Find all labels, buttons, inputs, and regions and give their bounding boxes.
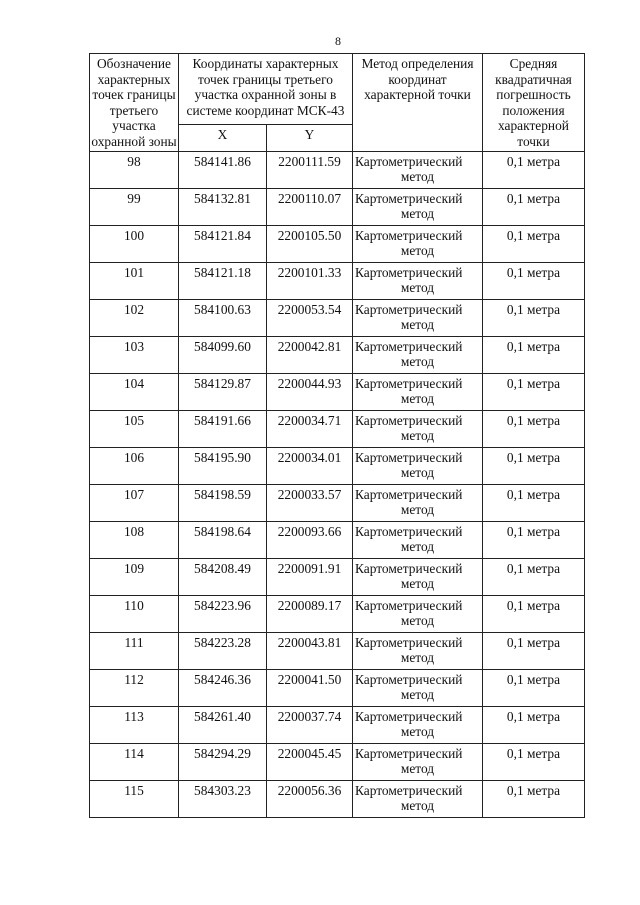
error-cell: 0,1 метра xyxy=(483,337,585,374)
error-cell: 0,1 метра xyxy=(483,707,585,744)
x-cell: 584261.40 xyxy=(179,707,267,744)
point-cell: 100 xyxy=(90,226,179,263)
method-cell xyxy=(353,152,483,189)
coordinates-table xyxy=(89,53,585,818)
y-cell: 2200042.81 xyxy=(267,337,353,374)
method-cell xyxy=(353,707,483,744)
method-text-line-2: метод xyxy=(400,687,435,702)
point-cell: 99 xyxy=(90,189,179,226)
method-cell xyxy=(353,485,483,522)
method-text-line-1: Картометрический xyxy=(355,265,463,280)
method-cell xyxy=(353,374,483,411)
y-cell: 2200041.50 xyxy=(267,670,353,707)
x-cell: 584198.64 xyxy=(179,522,267,559)
x-cell: 584121.18 xyxy=(179,263,267,300)
method-text-line-2: метод xyxy=(400,465,435,480)
y-cell: 2200089.17 xyxy=(267,596,353,633)
method-cell xyxy=(353,670,483,707)
error-cell: 0,1 метра xyxy=(483,226,585,263)
method-text-line-1: Картометрический xyxy=(355,561,463,576)
y-cell: 2200056.36 xyxy=(267,781,353,818)
method-text-line-1: Картометрический xyxy=(355,228,463,243)
point-cell: 108 xyxy=(90,522,179,559)
x-cell: 584141.86 xyxy=(179,152,267,189)
table-row xyxy=(90,152,585,189)
method-text-line-2: метод xyxy=(400,539,435,554)
table-row xyxy=(90,300,585,337)
error-cell: 0,1 метра xyxy=(483,522,585,559)
error-cell: 0,1 метра xyxy=(483,744,585,781)
method-text-line-2: метод xyxy=(400,206,435,221)
table-row xyxy=(90,559,585,596)
table-body xyxy=(90,152,585,818)
method-cell xyxy=(353,300,483,337)
point-cell: 112 xyxy=(90,670,179,707)
table-row xyxy=(90,522,585,559)
error-cell: 0,1 метра xyxy=(483,374,585,411)
table-row xyxy=(90,485,585,522)
point-cell: 98 xyxy=(90,152,179,189)
y-cell: 2200110.07 xyxy=(267,189,353,226)
header-error: Средняя квадратичная погрешность положения характерной точки xyxy=(483,54,585,152)
method-text-line-1: Картометрический xyxy=(355,487,463,502)
table-row xyxy=(90,411,585,448)
point-cell: 113 xyxy=(90,707,179,744)
method-text-line-2: метод xyxy=(400,317,435,332)
x-cell: 584132.81 xyxy=(179,189,267,226)
table-row xyxy=(90,670,585,707)
table-row xyxy=(90,707,585,744)
method-text-line-1: Картометрический xyxy=(355,191,463,206)
y-cell: 2200033.57 xyxy=(267,485,353,522)
y-cell: 2200044.93 xyxy=(267,374,353,411)
y-cell: 2200053.54 xyxy=(267,300,353,337)
method-cell xyxy=(353,411,483,448)
method-text-line-2: метод xyxy=(400,280,435,295)
x-cell: 584195.90 xyxy=(179,448,267,485)
table-row xyxy=(90,263,585,300)
method-text-line-2: метод xyxy=(400,576,435,591)
method-text-line-1: Картометрический xyxy=(355,746,463,761)
x-cell: 584246.36 xyxy=(179,670,267,707)
method-text-line-1: Картометрический xyxy=(355,783,463,798)
method-text-line-2: метод xyxy=(400,761,435,776)
error-cell: 0,1 метра xyxy=(483,152,585,189)
point-cell: 114 xyxy=(90,744,179,781)
table-row xyxy=(90,744,585,781)
method-text-line-1: Картометрический xyxy=(355,413,463,428)
x-cell: 584223.96 xyxy=(179,596,267,633)
y-cell: 2200093.66 xyxy=(267,522,353,559)
y-cell: 2200037.74 xyxy=(267,707,353,744)
method-text-line-2: метод xyxy=(400,724,435,739)
header-x: X xyxy=(179,125,267,152)
table-row xyxy=(90,781,585,818)
method-cell xyxy=(353,559,483,596)
point-cell: 110 xyxy=(90,596,179,633)
table-row xyxy=(90,189,585,226)
method-text-line-1: Картометрический xyxy=(355,339,463,354)
method-text-line-2: метод xyxy=(400,428,435,443)
y-cell: 2200101.33 xyxy=(267,263,353,300)
error-cell: 0,1 метра xyxy=(483,411,585,448)
point-cell: 106 xyxy=(90,448,179,485)
header-coordinates: Координаты характерных точек границы третьего участка охранной зоны в системе координат МСК-43 xyxy=(179,54,353,125)
x-cell: 584191.66 xyxy=(179,411,267,448)
method-cell xyxy=(353,781,483,818)
page-number: 8 xyxy=(335,34,341,48)
table-row xyxy=(90,633,585,670)
y-cell: 2200091.91 xyxy=(267,559,353,596)
header-y: Y xyxy=(267,125,353,152)
point-cell: 102 xyxy=(90,300,179,337)
header-method: Метод определения координат характерной точки xyxy=(353,54,483,152)
x-cell: 584223.28 xyxy=(179,633,267,670)
method-cell xyxy=(353,633,483,670)
method-text-line-1: Картометрический xyxy=(355,154,463,169)
error-cell: 0,1 метра xyxy=(483,633,585,670)
point-cell: 101 xyxy=(90,263,179,300)
error-cell: 0,1 метра xyxy=(483,670,585,707)
error-cell: 0,1 метра xyxy=(483,485,585,522)
table-row xyxy=(90,596,585,633)
method-text-line-1: Картометрический xyxy=(355,524,463,539)
x-cell: 584208.49 xyxy=(179,559,267,596)
method-text-line-1: Картометрический xyxy=(355,450,463,465)
method-text-line-1: Картометрический xyxy=(355,302,463,317)
y-cell: 2200105.50 xyxy=(267,226,353,263)
error-cell: 0,1 метра xyxy=(483,781,585,818)
table-row xyxy=(90,337,585,374)
x-cell: 584100.63 xyxy=(179,300,267,337)
method-cell xyxy=(353,189,483,226)
x-cell: 584129.87 xyxy=(179,374,267,411)
point-cell: 115 xyxy=(90,781,179,818)
header-point-designation: Обозначение характерных точек границы третьего участка охранной зоны xyxy=(90,54,179,152)
method-text-line-2: метод xyxy=(400,169,435,184)
point-cell: 103 xyxy=(90,337,179,374)
method-text-line-2: метод xyxy=(400,354,435,369)
method-text-line-2: метод xyxy=(400,391,435,406)
error-cell: 0,1 метра xyxy=(483,189,585,226)
x-cell: 584099.60 xyxy=(179,337,267,374)
method-text-line-1: Картометрический xyxy=(355,709,463,724)
method-text-line-1: Картометрический xyxy=(355,672,463,687)
y-cell: 2200043.81 xyxy=(267,633,353,670)
point-cell: 105 xyxy=(90,411,179,448)
y-cell: 2200034.71 xyxy=(267,411,353,448)
method-text-line-2: метод xyxy=(400,798,435,813)
point-cell: 104 xyxy=(90,374,179,411)
table-row xyxy=(90,374,585,411)
x-cell: 584303.23 xyxy=(179,781,267,818)
y-cell: 2200045.45 xyxy=(267,744,353,781)
method-text-line-2: метод xyxy=(400,243,435,258)
method-cell xyxy=(353,226,483,263)
table-row xyxy=(90,448,585,485)
error-cell: 0,1 метра xyxy=(483,448,585,485)
method-text-line-1: Картометрический xyxy=(355,635,463,650)
method-text-line-2: метод xyxy=(400,650,435,665)
error-cell: 0,1 метра xyxy=(483,300,585,337)
table-row xyxy=(90,226,585,263)
method-text-line-2: метод xyxy=(400,613,435,628)
method-cell xyxy=(353,448,483,485)
method-text-line-1: Картометрический xyxy=(355,376,463,391)
x-cell: 584294.29 xyxy=(179,744,267,781)
method-cell xyxy=(353,596,483,633)
method-cell xyxy=(353,744,483,781)
method-text-line-1: Картометрический xyxy=(355,598,463,613)
point-cell: 109 xyxy=(90,559,179,596)
y-cell: 2200111.59 xyxy=(267,152,353,189)
method-cell xyxy=(353,522,483,559)
point-cell: 107 xyxy=(90,485,179,522)
method-cell xyxy=(353,263,483,300)
point-cell: 111 xyxy=(90,633,179,670)
method-cell xyxy=(353,337,483,374)
x-cell: 584121.84 xyxy=(179,226,267,263)
error-cell: 0,1 метра xyxy=(483,559,585,596)
error-cell: 0,1 метра xyxy=(483,596,585,633)
method-text-line-2: метод xyxy=(400,502,435,517)
error-cell: 0,1 метра xyxy=(483,263,585,300)
y-cell: 2200034.01 xyxy=(267,448,353,485)
x-cell: 584198.59 xyxy=(179,485,267,522)
